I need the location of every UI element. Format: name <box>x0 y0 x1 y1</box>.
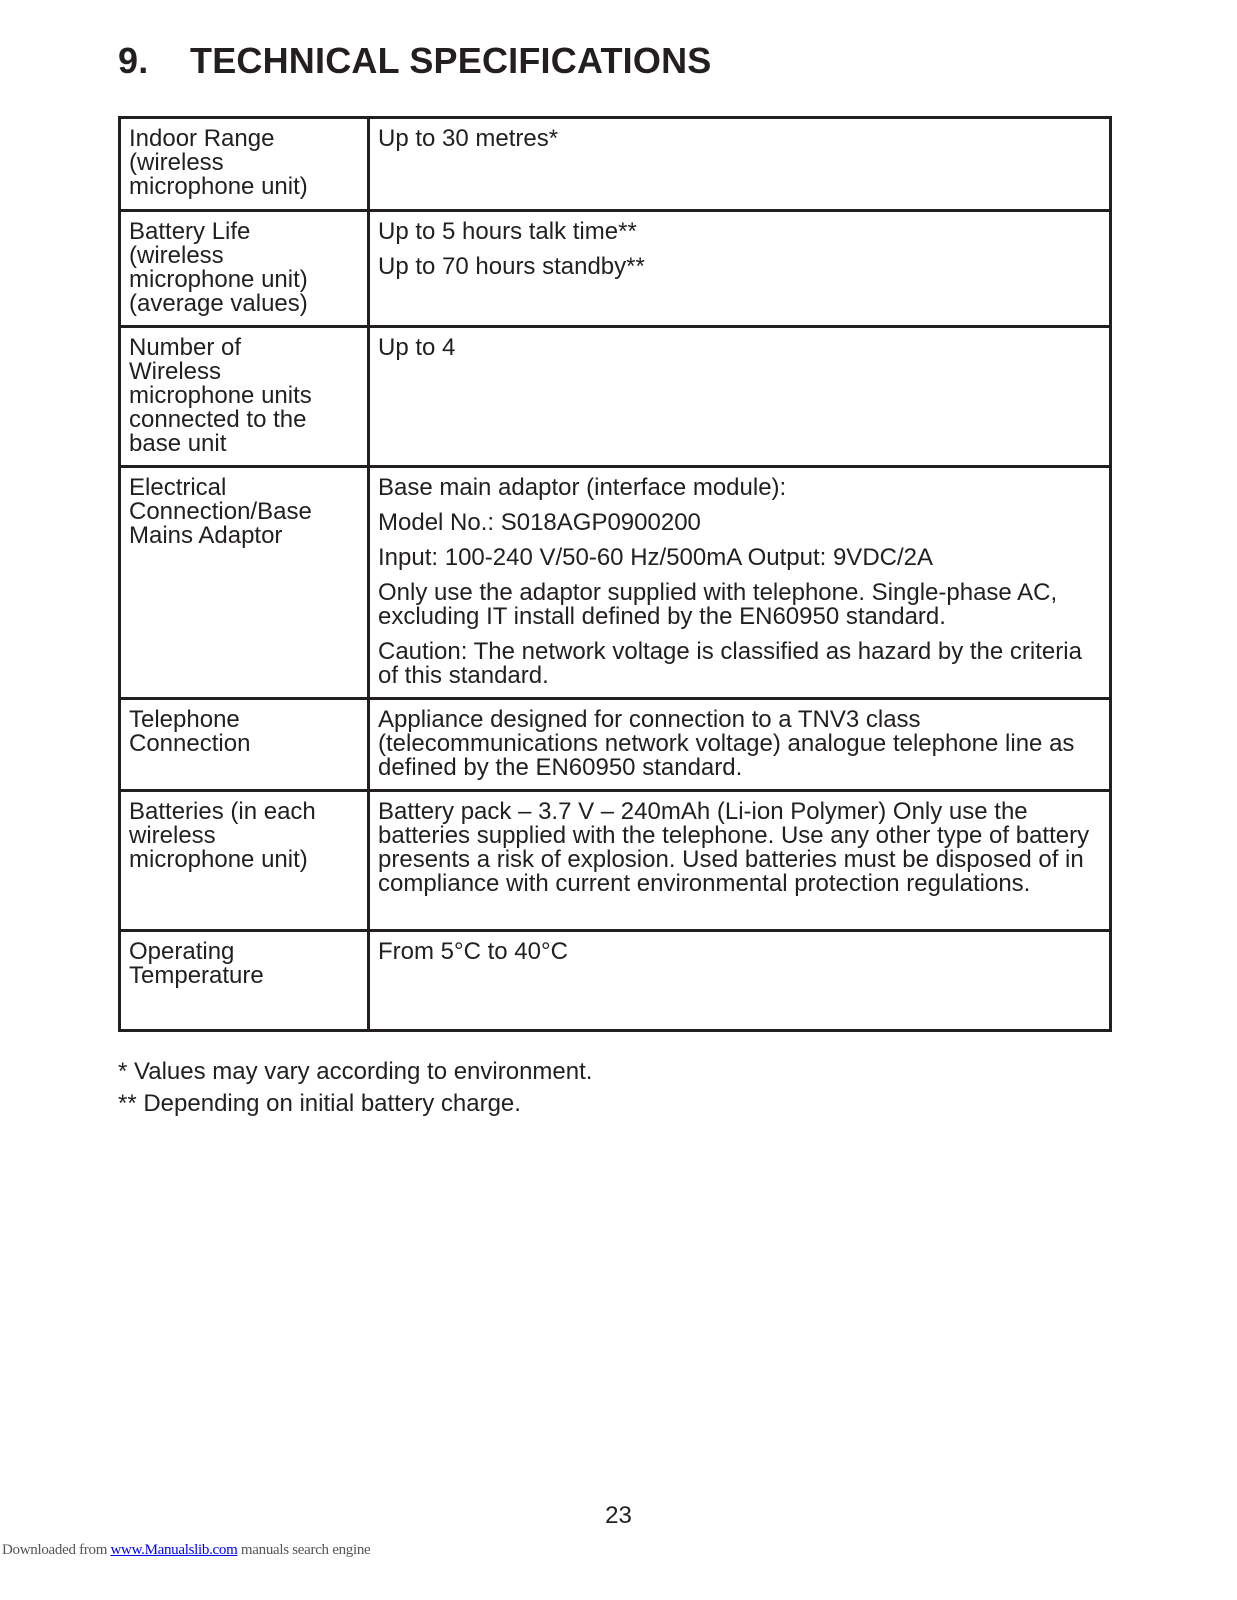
credit-prefix: Downloaded from <box>2 1542 111 1558</box>
footnote-range: * Values may vary according to environment. <box>118 1058 593 1085</box>
credit-suffix: manuals search engine <box>237 1542 371 1558</box>
spec-table-body <box>120 118 1111 1031</box>
spec-value-line: Input: 100-240 V/50-60 Hz/500mA Output: 9VDC/2A <box>378 544 933 571</box>
section-heading <box>118 40 712 82</box>
spec-value-line: Only use the adaptor supplied with telephone. Single-phase AC, excluding IT install defined by the EN60950 standard. <box>378 579 1058 630</box>
spec-label: Batteries (in each wireless microphone unit) <box>120 791 369 931</box>
footnotes <box>118 1056 592 1120</box>
spec-row <box>120 327 1111 467</box>
footnote-battery: ** Depending on initial battery charge. <box>118 1090 521 1117</box>
spec-value-line: Battery pack – 3.7 V – 240mAh (Li-ion Polymer) Only use the batteries supplied with the telephone. Use any other type of battery presents a risk of explosion. Used batteries must be disposed of in compliance with current environmental protection regulations. <box>378 798 1090 897</box>
manualslib-link[interactable]: www.Manualslib.com <box>110 1542 238 1558</box>
spec-table <box>118 116 1112 1032</box>
spec-label: Number of Wireless microphone units connected to the base unit <box>120 327 369 467</box>
spec-label: Operating Temperature <box>120 931 369 1031</box>
spec-value-line: Up to 30 metres* <box>378 125 559 152</box>
spec-value-line: Up to 5 hours talk time** <box>378 218 637 245</box>
section-number: 9. <box>118 40 149 81</box>
spec-row <box>120 118 1111 211</box>
spec-label: Telephone Connection <box>120 699 369 791</box>
spec-value <box>369 118 1111 211</box>
spec-value <box>369 791 1111 931</box>
download-credit <box>2 1542 370 1559</box>
spec-value-line: Up to 70 hours standby** <box>378 253 645 280</box>
spec-row <box>120 467 1111 699</box>
section-title: TECHNICAL SPECIFICATIONS <box>190 40 712 81</box>
spec-value-line: Caution: The network voltage is classified as hazard by the criteria of this standard. <box>378 638 1082 689</box>
spec-value <box>369 699 1111 791</box>
page-number: 23 <box>605 1502 632 1529</box>
spec-value-line: Model No.: S018AGP0900200 <box>378 509 701 536</box>
spec-row <box>120 791 1111 931</box>
spec-value <box>369 211 1111 327</box>
spec-row <box>120 211 1111 327</box>
spec-row <box>120 699 1111 791</box>
spec-row <box>120 931 1111 1031</box>
spec-label: Indoor Range (wireless microphone unit) <box>120 118 369 211</box>
spec-value <box>369 327 1111 467</box>
spec-value-line: Appliance designed for connection to a TNV3 class (telecommunications network voltage) analogue telephone line as defined by the EN60950 standard. <box>378 706 1075 781</box>
spec-value-line: Base main adaptor (interface module): <box>378 474 787 501</box>
spec-label: Battery Life (wireless microphone unit) (average values) <box>120 211 369 327</box>
spec-value <box>369 931 1111 1031</box>
spec-value-line: Up to 4 <box>378 334 456 361</box>
spec-label: Electrical Connection/Base Mains Adaptor <box>120 467 369 699</box>
spec-value <box>369 467 1111 699</box>
spec-value-line: From 5°C to 40°C <box>378 938 568 965</box>
